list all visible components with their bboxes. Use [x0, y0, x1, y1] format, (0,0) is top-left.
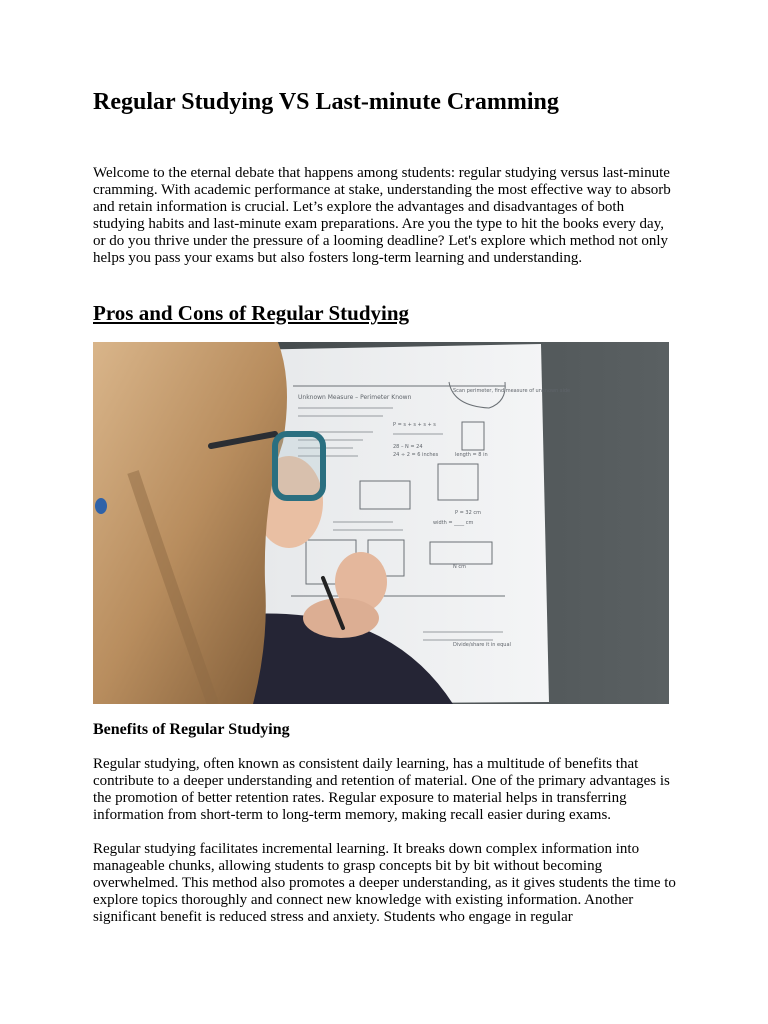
- section-heading: Pros and Cons of Regular Studying: [93, 301, 410, 325]
- hair-tie: [95, 498, 107, 514]
- worksheet-n-label: N cm: [453, 564, 466, 570]
- benefits-paragraph-1: Regular studying, often known as consistent daily learning, has a multitude of benefits that contribute to a deeper understanding and retention of material. One of the primary advantages is the promotion of better retention rates. Regular exposure to material helps in transferring information from short-term to long-term memory, making recall easier during exams.: [93, 756, 670, 823]
- benefits-paragraph-2: Regular studying facilitates incremental learning. It breaks down complex information into manageable chunks, allowing students to grasp concepts bit by bit without becoming overwhelmed. This method also promotes a deeper understanding, as it gives students the time to explore topics thoroughly and connect new knowledge with existing information. Another significant benefit is reduced stress and anxiety. Students who engage in regular: [93, 841, 676, 925]
- worksheet-length-label: length = 8 in: [455, 452, 488, 458]
- student-worksheet-photo: [93, 342, 669, 704]
- worksheet-eq2: 28 – N = 24: [393, 444, 423, 450]
- worksheet-p-label: P = 32 cm: [455, 510, 481, 516]
- intro-paragraph: Welcome to the eternal debate that happens among students: regular studying versus last-minute cramming. With academic performance at stake, understanding the most effective way to absorb and retain information is crucial. Let’s explore the advantages and disadvantages of both studying habits and last-minute exam preparations. Are you the type to hit the books every day, or do you thrive under the pressure of a looming deadline? Let's explore which method not only helps you pass your exams but also fosters long-term learning and understanding.: [93, 165, 671, 266]
- worksheet-footer: Divide/share it in equal: [453, 642, 511, 648]
- document-title: Regular Studying VS Last-minute Cramming: [93, 89, 559, 115]
- worksheet-callout: Scan perimeter, find measure of unknown side: [453, 388, 571, 394]
- worksheet-eq3: 24 ÷ 2 = 6 inches: [393, 452, 439, 458]
- worksheet-heading: Unknown Measure – Perimeter Known: [298, 394, 412, 401]
- worksheet-eq1: P = s + s + s + s: [393, 422, 436, 428]
- benefits-subheading: Benefits of Regular Studying: [93, 721, 290, 738]
- worksheet-width-label: width = ____ cm: [433, 520, 474, 526]
